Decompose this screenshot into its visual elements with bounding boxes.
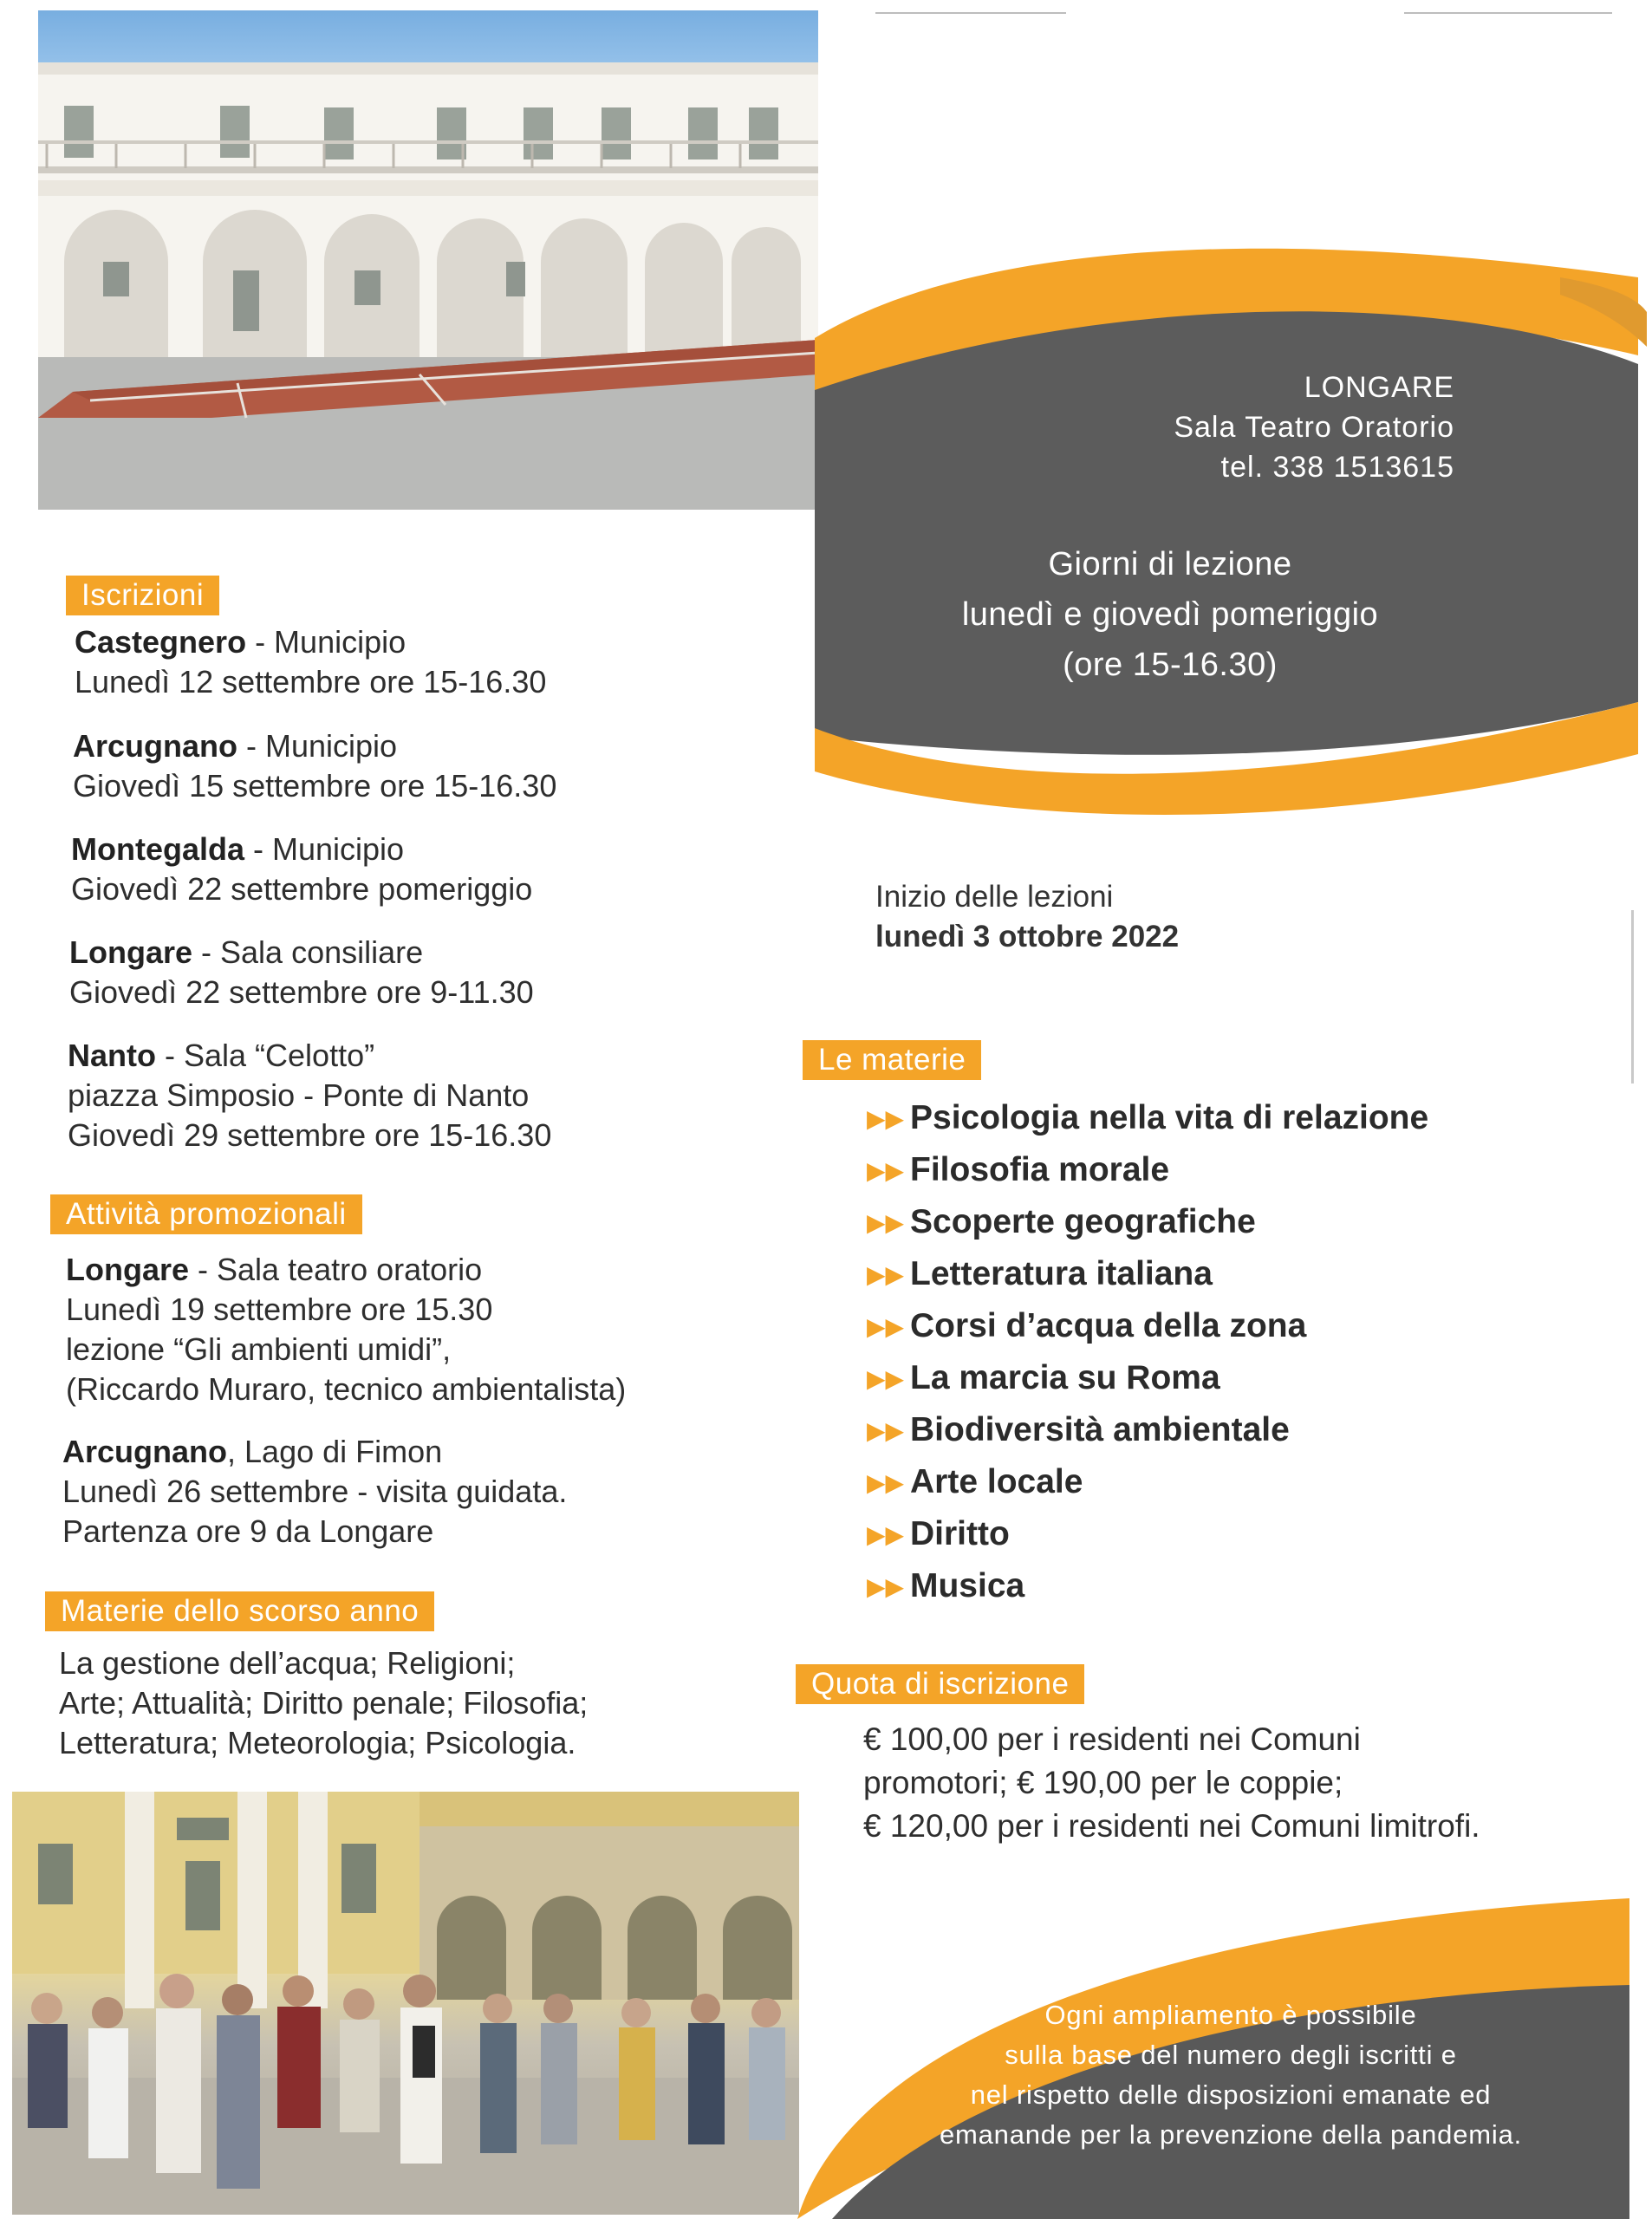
promo-line: lezione “Gli ambienti umidi”, [66, 1331, 452, 1367]
contact-phone: tel. 338 1513615 [1220, 451, 1454, 484]
registration-when: Giovedì 29 settembre ore 15-16.30 [68, 1117, 552, 1153]
subject-label: Diritto [910, 1515, 1010, 1552]
registration-extra: piazza Simposio - Ponte di Nanto [68, 1077, 530, 1113]
registration-entry [69, 933, 534, 1012]
subject-item [867, 1560, 1428, 1612]
registration-venue: - Municipio [237, 728, 398, 764]
subject-item [867, 1248, 1428, 1300]
subject-label: Letteratura italiana [910, 1255, 1213, 1292]
registration-place: Nanto [68, 1038, 156, 1073]
registration-venue: - Municipio [246, 624, 406, 660]
registration-entry [68, 1036, 551, 1155]
double-chevron-icon: ▶▶ [867, 1260, 905, 1288]
subject-item [867, 1144, 1428, 1196]
registration-place: Montegalda [71, 831, 245, 867]
subject-item [867, 1508, 1428, 1560]
double-chevron-icon: ▶▶ [867, 1416, 905, 1444]
registration-entry [71, 830, 532, 909]
registration-venue: - Sala “Celotto” [156, 1038, 375, 1073]
last-year-line: Arte; Attualità; Diritto penale; Filosofia; [59, 1685, 589, 1721]
subject-item [867, 1404, 1428, 1456]
building-illustration [38, 10, 818, 510]
double-chevron-icon: ▶▶ [867, 1572, 905, 1600]
registration-place: Arcugnano [73, 728, 238, 764]
promo-heading: Attività promozionali [50, 1194, 362, 1234]
registration-place: Castegnero [75, 624, 247, 660]
double-chevron-icon: ▶▶ [867, 1364, 905, 1392]
promo-entry [62, 1432, 567, 1552]
subject-item [867, 1092, 1428, 1144]
double-chevron-icon: ▶▶ [867, 1208, 905, 1236]
contact-block [934, 368, 1454, 487]
promo-line: Lunedì 26 settembre - visita guidata. [62, 1474, 568, 1509]
subject-label: Corsi d’acqua della zona [910, 1307, 1307, 1344]
fee-heading: Quota di iscrizione [796, 1664, 1084, 1704]
promo-venue: - Sala teatro oratorio [189, 1252, 483, 1287]
contact-place: LONGARE [1304, 371, 1454, 404]
visitors-illustration [12, 1792, 799, 2215]
subject-item [867, 1352, 1428, 1404]
registration-when: Lunedì 12 settembre ore 15-16.30 [75, 664, 547, 700]
fee-line: promotori; € 190,00 per le coppie; [863, 1765, 1343, 1800]
lesson-days-title: Giorni di lezione [1048, 546, 1292, 582]
subject-item [867, 1456, 1428, 1508]
top-rule-left [875, 12, 1066, 14]
lesson-days-hours: (ore 15-16.30) [1063, 647, 1278, 683]
subject-label: Scoperte geografiche [910, 1203, 1256, 1240]
right-edge-rule [1631, 910, 1634, 1083]
subject-item [867, 1196, 1428, 1248]
last-year-line: Letteratura; Meteorologia; Psicologia. [59, 1725, 576, 1760]
double-chevron-icon: ▶▶ [867, 1104, 905, 1132]
note-block [875, 1995, 1586, 2155]
subject-label: Arte locale [910, 1463, 1083, 1500]
building-photo [38, 10, 818, 510]
contact-venue: Sala Teatro Oratorio [1174, 411, 1454, 444]
promo-entry [66, 1250, 626, 1409]
promo-line: Partenza ore 9 da Longare [62, 1513, 434, 1549]
start-label: Inizio delle lezioni [875, 880, 1114, 914]
subject-item [867, 1300, 1428, 1352]
fee-line: € 100,00 per i residenti nei Comuni [863, 1721, 1361, 1757]
double-chevron-icon: ▶▶ [867, 1312, 905, 1340]
swoosh-decoration-top [780, 217, 1652, 841]
double-chevron-icon: ▶▶ [867, 1520, 905, 1548]
double-chevron-icon: ▶▶ [867, 1468, 905, 1496]
top-rule-right [1404, 12, 1612, 14]
registration-venue: - Municipio [244, 831, 405, 867]
promo-place: Arcugnano [62, 1434, 228, 1469]
subject-label: Musica [910, 1567, 1025, 1604]
note-line: sulla base del numero degli iscritti e [1005, 2040, 1457, 2070]
note-line: emanande per la prevenzione della pandemia. [939, 2119, 1523, 2150]
last-year-heading: Materie dello scorso anno [45, 1591, 434, 1631]
double-chevron-icon: ▶▶ [867, 1156, 905, 1184]
subject-label: Psicologia nella vita di relazione [910, 1099, 1429, 1136]
promo-venue: , Lago di Fimon [227, 1434, 443, 1469]
promo-line: (Riccardo Muraro, tecnico ambientalista) [66, 1371, 627, 1407]
registration-when: Giovedì 22 settembre pomeriggio [71, 871, 533, 907]
registration-place: Longare [69, 934, 193, 970]
last-year-text [59, 1643, 588, 1763]
lesson-days-block [884, 539, 1456, 690]
fee-line: € 120,00 per i residenti nei Comuni limitrofi. [863, 1808, 1480, 1844]
start-date: lunedì 3 ottobre 2022 [875, 920, 1180, 953]
subject-label: Filosofia morale [910, 1151, 1170, 1188]
subjects-list [867, 1092, 1428, 1612]
fee-text [863, 1718, 1480, 1848]
visitors-photo [12, 1792, 799, 2215]
registration-entry [73, 726, 556, 806]
registrations-heading: Iscrizioni [66, 576, 219, 615]
start-block [875, 877, 1179, 957]
note-line: nel rispetto delle disposizioni emanate ed [970, 2079, 1492, 2110]
subject-label: La marcia su Roma [910, 1359, 1220, 1396]
registration-venue: - Sala consiliare [192, 934, 424, 970]
registration-when: Giovedì 22 settembre ore 9-11.30 [69, 974, 534, 1010]
last-year-line: La gestione dell’acqua; Religioni; [59, 1645, 516, 1681]
registration-when: Giovedì 15 settembre ore 15-16.30 [73, 768, 557, 804]
promo-line: Lunedì 19 settembre ore 15.30 [66, 1292, 493, 1327]
promo-place: Longare [66, 1252, 190, 1287]
lesson-days-days: lunedì e giovedì pomeriggio [961, 596, 1379, 633]
note-line: Ogni ampliamento è possibile [1044, 2000, 1417, 2030]
registration-entry [75, 622, 546, 702]
subject-label: Biodiversità ambientale [910, 1411, 1290, 1448]
subjects-heading: Le materie [803, 1040, 981, 1080]
